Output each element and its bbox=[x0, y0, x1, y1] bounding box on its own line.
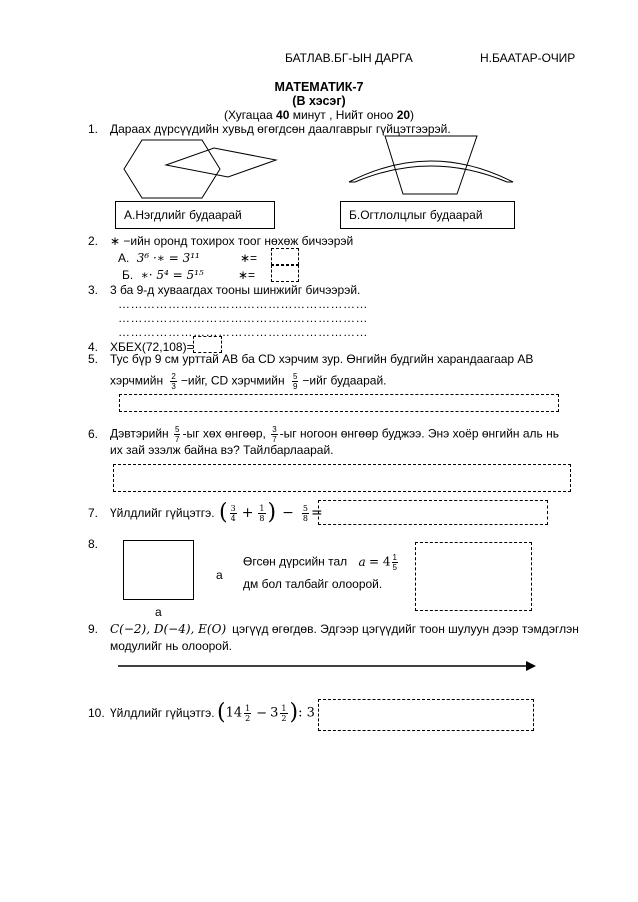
q7-text: Үйлдлийг гүйцэтгэ. bbox=[110, 506, 215, 520]
q3-answer-line-3[interactable]: …………………………………………………… bbox=[118, 325, 368, 339]
q5-answer-box[interactable] bbox=[119, 394, 559, 412]
q2-a-label: А. bbox=[118, 251, 130, 265]
q6-line-2: их зай эзэлж байна вэ? Тайлбарлаарай. bbox=[110, 443, 334, 457]
q1-text: Дараах дүрсүүдийн хувьд өгөгдсөн даалгаврыг гүйцэтгээрэй. bbox=[110, 122, 451, 136]
q6-l1-c: -ыг ногоон өнгөөр буджээ. Энэ хоёр өнгийн аль нь bbox=[279, 426, 560, 441]
q10-f1-numerator: 1 bbox=[245, 703, 251, 713]
q3-answer-line-2[interactable]: …………………………………………………… bbox=[118, 311, 368, 325]
q3-text: 3 ба 9-д хуваагдах тооны шинжийг бичээрэй. bbox=[110, 283, 361, 297]
question-2 bbox=[88, 234, 353, 249]
q5-f1-denominator: 3 bbox=[171, 382, 176, 391]
q5-number: 5. bbox=[88, 352, 99, 366]
q10-fraction-1 bbox=[244, 704, 251, 723]
q8-number: 8. bbox=[88, 537, 99, 551]
q7-b-numerator: 1 bbox=[259, 503, 265, 513]
q2-b-expression: ∗· 5⁴ = 5¹⁵ bbox=[140, 268, 204, 282]
q6-fraction-2 bbox=[271, 425, 277, 444]
q10-minus: − bbox=[256, 705, 268, 721]
q2-a-expression: 3⁶ ·∗ = 3¹¹ bbox=[136, 251, 200, 265]
q10-text: Үйлдлийг гүйцэтгэ. bbox=[110, 706, 215, 720]
q7-minus: − bbox=[282, 505, 294, 521]
q5-fraction-1 bbox=[170, 372, 176, 391]
q2-number: 2. bbox=[88, 234, 99, 248]
q9-number: 9. bbox=[88, 622, 99, 636]
q8-variable: a bbox=[358, 554, 366, 569]
score-value: 20 bbox=[396, 108, 411, 122]
q8-fraction bbox=[392, 553, 398, 572]
header-right: Н.БААТАР-ОЧИР bbox=[480, 51, 576, 65]
q7-plus: + bbox=[241, 505, 254, 521]
exam-variant: (В хэсэг) bbox=[292, 94, 346, 108]
q6-f1-denominator: 7 bbox=[175, 435, 180, 444]
q2-text: ∗ −ийн оронд тохирох тоог нөхөж бичээрэй bbox=[110, 234, 354, 248]
q7-a-numerator: 3 bbox=[230, 503, 236, 513]
q10-expression: (14 $\frac{1}{2}$ − 3 $\frac{1}{2}$ ): 3 bbox=[217, 700, 315, 725]
q8-side-label: a bbox=[216, 568, 223, 582]
q6-answer-box[interactable] bbox=[113, 464, 571, 492]
time-value: 40 bbox=[276, 108, 290, 122]
q1-number: 1. bbox=[88, 122, 99, 136]
q7-fraction-a bbox=[230, 504, 237, 523]
q2-b-label: Б. bbox=[122, 268, 134, 282]
q3-number: 3. bbox=[88, 283, 99, 297]
q6-l1-b: -ыг хөх өнгөөр, bbox=[182, 426, 266, 441]
q2-a-answer-box[interactable] bbox=[271, 248, 299, 265]
q6-f1-numerator: 5 bbox=[175, 425, 180, 434]
q5-f2-numerator: 5 bbox=[292, 372, 298, 381]
question-9 bbox=[88, 622, 579, 637]
q5-f2-denominator: 9 bbox=[292, 382, 298, 391]
q5-line-2 bbox=[110, 372, 386, 391]
q1-intersection-figure bbox=[345, 132, 515, 200]
q9-line-1: цэгүүд өгөгдөв. Эдгээр цэгүүдийг тоон шулуун дээр тэмдэглэн bbox=[232, 622, 579, 636]
q7-answer-box[interactable] bbox=[318, 500, 548, 525]
q7-number: 7. bbox=[88, 506, 99, 520]
q10-answer-box[interactable] bbox=[318, 699, 534, 731]
q9-number-line-arrow[interactable] bbox=[118, 659, 536, 673]
q10-whole-2: 3 bbox=[270, 705, 279, 721]
q5-fraction-2 bbox=[292, 372, 298, 391]
q4-number: 4. bbox=[88, 340, 99, 354]
time-pre: (Хугацаа bbox=[223, 108, 277, 122]
q10-tail: : 3 bbox=[298, 705, 315, 721]
q5-line-1: Тус бүр 9 см урттай АВ ба СD хэрчим зур. Өнгийн будгийн харандаагаар АВ bbox=[110, 352, 534, 366]
q7-equals: = bbox=[310, 505, 323, 521]
q2-b-answer-box[interactable] bbox=[271, 265, 299, 282]
question-7 bbox=[88, 506, 215, 521]
q7-b-denominator: 8 bbox=[259, 513, 265, 523]
q5-l2-c: −ийг будаарай. bbox=[302, 373, 387, 388]
question-5 bbox=[88, 352, 533, 367]
q5-l2-b: −ийг, СD хэрчмийн bbox=[180, 373, 285, 388]
q10-f1-denominator: 2 bbox=[245, 713, 251, 723]
q7-fraction-b bbox=[258, 504, 265, 523]
question-10 bbox=[88, 706, 215, 721]
header-left: БАТЛАВ.БГ-ЫН ДАРГА bbox=[285, 51, 413, 65]
q4-text: ХБЕХ(72,108)= bbox=[110, 340, 194, 354]
q5-l2-a: хэрчмийн bbox=[110, 373, 164, 388]
q8-f-denominator: 5 bbox=[392, 563, 397, 572]
q3-answer-line-1[interactable]: …………………………………………………… bbox=[118, 297, 368, 311]
q1-union-figure bbox=[120, 138, 280, 200]
trapezoid-shape bbox=[385, 136, 477, 194]
q1-box-intersection[interactable]: Б.Огтлолцлыг будаарай bbox=[340, 201, 515, 229]
q7-a-denominator: 4 bbox=[230, 513, 236, 523]
time-post: ) bbox=[410, 108, 415, 122]
q5-f1-numerator: 2 bbox=[171, 372, 176, 381]
q1-box-union[interactable]: А.Нэгдлийг будаарай bbox=[115, 201, 275, 229]
exam-time-score bbox=[0, 108, 638, 122]
q6-f2-denominator: 7 bbox=[272, 435, 277, 444]
q10-number: 10. bbox=[88, 706, 105, 720]
q9-points: C(−2), D(−4), E(O) bbox=[110, 622, 227, 636]
q10-fraction-2 bbox=[280, 704, 287, 723]
q6-l1-a: Дэвтэрийн bbox=[110, 426, 169, 441]
q8-answer-box[interactable] bbox=[415, 542, 532, 611]
question-8 bbox=[88, 537, 110, 552]
q2-part-a bbox=[118, 251, 200, 266]
hexagon-shape bbox=[124, 140, 220, 198]
q8-f-numerator: 1 bbox=[392, 553, 397, 562]
exam-title: МАТЕМАТИК-7 bbox=[274, 80, 364, 94]
q2-b-answer-label: ∗= bbox=[238, 268, 256, 282]
q8-bottom-label: a bbox=[155, 605, 162, 619]
q8-equals: = 4 bbox=[369, 554, 391, 569]
q2-part-b bbox=[122, 268, 204, 283]
q10-whole-1: 14 bbox=[225, 705, 243, 721]
q6-number: 6. bbox=[88, 426, 99, 441]
q8-square-shape bbox=[123, 540, 194, 600]
q10-f2-numerator: 1 bbox=[281, 703, 287, 713]
arch-shape bbox=[349, 161, 513, 182]
q7-c-numerator: 5 bbox=[302, 503, 308, 513]
q6-f2-numerator: 3 bbox=[272, 425, 277, 434]
q8-text-1: Өгсөн дүрсийн тал bbox=[243, 554, 348, 569]
q7-expression: ( $\frac{3}{4}$ + $\frac{1}{8}$ ) − $\frac{5}{8}$ = bbox=[219, 500, 323, 525]
q10-f2-denominator: 2 bbox=[281, 713, 287, 723]
time-mid: минут , Нийт оноо bbox=[289, 108, 397, 122]
q4-answer-box[interactable] bbox=[193, 336, 222, 353]
question-6 bbox=[88, 425, 559, 444]
question-3 bbox=[88, 283, 360, 298]
q9-line-2: модулийг нь олоорой. bbox=[110, 639, 233, 653]
q7-fraction-c bbox=[302, 504, 309, 523]
rhombus-shape bbox=[166, 148, 276, 177]
q2-a-answer-label: ∗= bbox=[240, 251, 258, 265]
q7-c-denominator: 8 bbox=[302, 513, 308, 523]
q8-text-line-1 bbox=[243, 553, 400, 572]
q6-fraction-1 bbox=[174, 425, 180, 444]
q8-text-2: дм бол талбайг олоорой. bbox=[243, 577, 383, 591]
